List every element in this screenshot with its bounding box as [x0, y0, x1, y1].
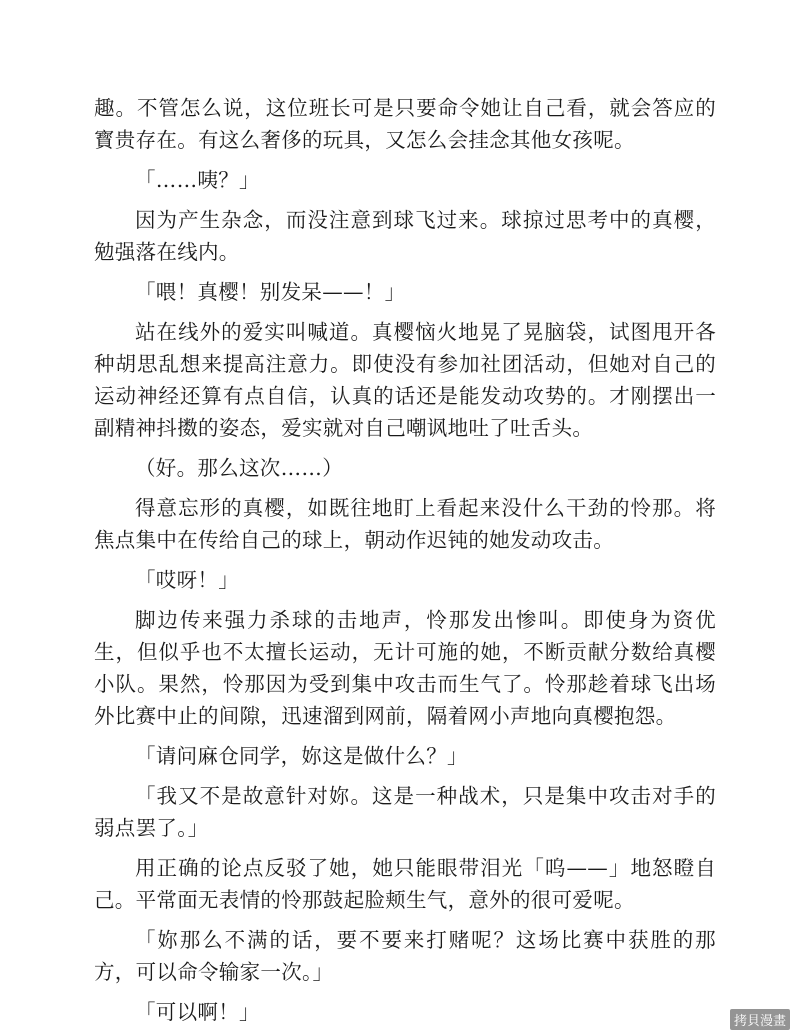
paragraph-dialogue: 「我又不是故意针对妳。这是一种战术，只是集中攻击对手的弱点罢了。」	[94, 784, 716, 840]
paragraph: 因为产生杂念，而没注意到球飞过来。球掠过思考中的真樱，勉强落在线内。	[94, 208, 716, 264]
paragraph-dialogue: 「请问麻仓同学，妳这是做什么？」	[135, 744, 468, 768]
watermark-label: 拷貝漫畫	[730, 1009, 790, 1030]
paragraph-dialogue: 「可以啊！」	[135, 1000, 260, 1024]
novel-page-text	[94, 92, 716, 1036]
paragraph-thought: （好。那么这次……）	[135, 456, 343, 480]
paragraph: 脚边传来强力杀球的击地声，怜那发出惨叫。即使身为资优生，但似乎也不太擅长运动，无计可施的她，不断贡献分数给真樱小队。果然，怜那因为受到集中攻击而生气了。怜那趁着球飞出场外比赛中止的间隙，迅速溜到网前，隔着网小声地向真樱抱怨。	[94, 608, 716, 728]
paragraph: 用正确的论点反驳了她，她只能眼带泪光「呜——」地怒瞪自己。平常面无表情的怜那鼓起脸颊生气，意外的很可爱呢。	[94, 856, 716, 912]
paragraph: 趣。不管怎么说，这位班长可是只要命令她让自己看，就会答应的寳贵存在。有这么奢侈的玩具，又怎么会挂念其他女孩呢。	[94, 96, 716, 152]
paragraph-dialogue: 「妳那么不满的话，要不要来打赌呢？这场比赛中获胜的那方，可以命令输家一次。」	[94, 928, 716, 984]
paragraph: 站在线外的爱实叫喊道。真樱恼火地晃了晃脑袋，试图甩开各种胡思乱想来提高注意力。即使没有参加社团活动，但她对自己的运动神经还算有点自信，认真的话还是能发动攻势的。才刚摆出一副精神抖擞的姿态，爱实就对自己嘲讽地吐了吐舌头。	[94, 320, 716, 440]
paragraph: 得意忘形的真樱，如既往地盯上看起来没什么干劲的怜那。将焦点集中在传给自己的球上，朝动作迟钝的她发动攻击。	[94, 496, 716, 552]
paragraph-dialogue: 「……咦？」	[135, 168, 260, 192]
paragraph-dialogue: 「哎呀！」	[135, 568, 239, 592]
paragraph-dialogue: 「喂！真樱！别发呆——！」	[135, 280, 406, 304]
